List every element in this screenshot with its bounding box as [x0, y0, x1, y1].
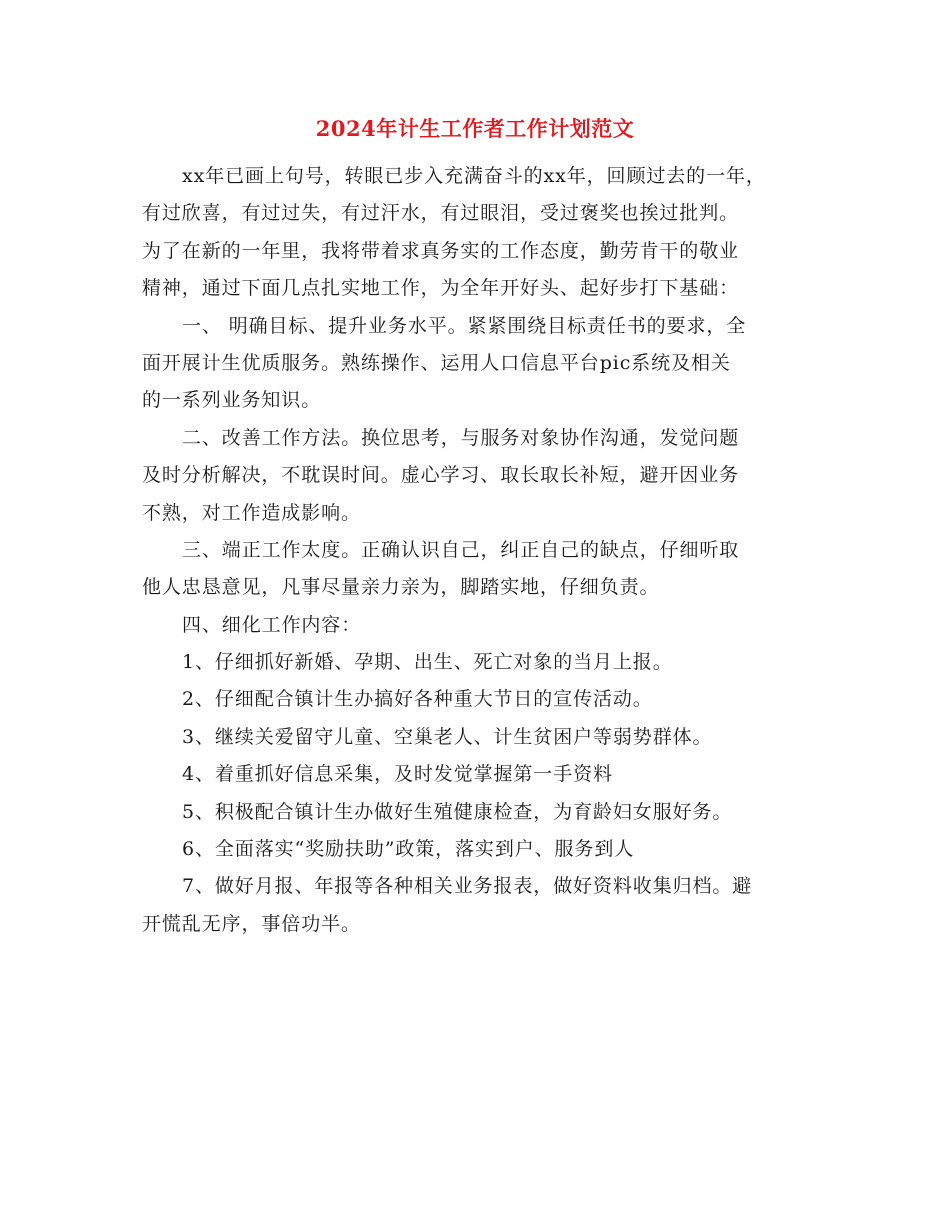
- document-title: 2024年计生工作者工作计划范文: [315, 116, 635, 141]
- text-line: 5、积极配合镇计生办做好生殖健康检查，为育龄妇女服好务。: [182, 800, 733, 823]
- text-line: 开慌乱无序，事倍功半。: [142, 912, 361, 935]
- text-line: 他人忠恳意见，凡事尽量亲力亲为，脚踏实地，仔细负责。: [142, 576, 660, 599]
- text-line: 及时分析解决，不耽误时间。虚心学习、取长取长补短，避开因业务: [142, 464, 740, 487]
- document-body: [142, 158, 822, 943]
- text-line: 三、端正工作太度。正确认识自己，纠正自己的缺点，仔细听取: [182, 538, 740, 561]
- text-line: 精神，通过下面几点扎实地工作，为全年开好头、起好步打下基础：: [142, 277, 740, 300]
- text-line: 3、继续关爱留守儿童、空巢老人、计生贫困户等弱势群体。: [182, 725, 713, 748]
- text-line: 4、着重抓好信息采集，及时发觉掌握第一手资料: [182, 763, 613, 786]
- text-line: xx年已画上句号，转眼已步入充满奋斗的xx年，回顾过去的一年，: [182, 165, 766, 187]
- text-line: 二、改善工作方法。换位思考，与服务对象协作沟通，发觉问题: [182, 426, 740, 449]
- text-line: 面开展计生优质服务。熟练操作、运用人口信息平台pic系统及相关: [142, 351, 731, 374]
- text-line: 2、仔细配合镇计生办搞好各种重大节日的宣传活动。: [182, 688, 653, 711]
- text-line: 一、 明确目标、提升业务水平。紧紧围绕目标责任书的要求，全: [182, 314, 747, 337]
- text-line: 有过欣喜，有过过失，有过汗水，有过眼泪，受过褒奖也挨过批判。: [142, 202, 740, 225]
- text-line: 6、全面落实“奖励扶助”政策，落实到户、服务到人: [182, 838, 635, 861]
- text-line: 7、做好月报、年报等各种相关业务报表，做好资料收集归档。避: [182, 875, 753, 898]
- text-line: 不熟，对工作造成影响。: [142, 501, 361, 524]
- text-line: 的一系列业务知识。: [142, 389, 322, 412]
- text-line: 四、细化工作内容：: [182, 613, 362, 636]
- text-line: 1、仔细抓好新婚、孕期、出生、死亡对象的当月上报。: [182, 651, 673, 674]
- text-line: 为了在新的一年里，我将带着求真务实的工作态度，勤劳肯干的敬业: [142, 239, 740, 262]
